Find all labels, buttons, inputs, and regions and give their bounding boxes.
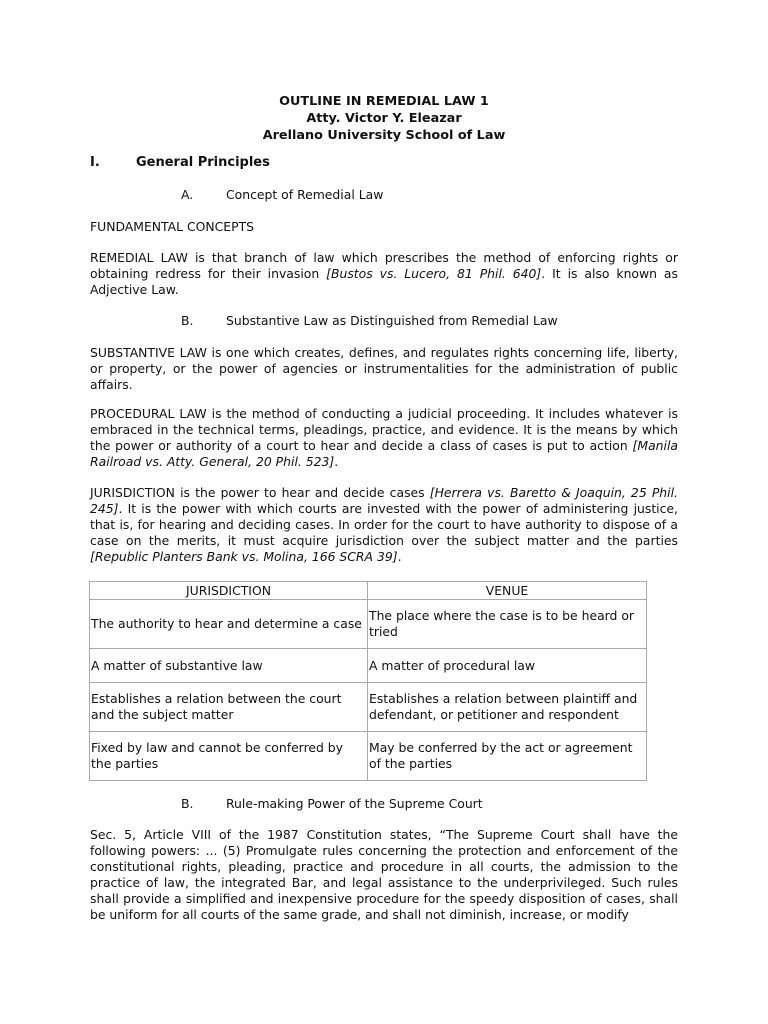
subheading-substantive-vs-remedial — [181, 313, 558, 329]
document-school: Arellano University School of Law — [262, 128, 506, 143]
jurisdiction-venue-table — [89, 581, 647, 781]
subheading-letter: B. — [181, 313, 194, 328]
section-title: General Principles — [136, 155, 270, 170]
subheading-letter: B. — [181, 796, 194, 811]
procedural-text: PROCEDURAL LAW is the method of conducting a judicial proceeding. It includes whatever is embraced in the technical terms, pleadings, practice, and evidence. It is the means by which the power or authority of a court to hear and decide a class of cases is put to action — [90, 406, 678, 453]
remedial-tail: . It is also known as Adjective Law. — [90, 266, 678, 297]
table-row — [90, 649, 647, 683]
subheading-title: Rule-making Power of the Supreme Court — [226, 796, 483, 811]
document-title-block — [0, 93, 768, 144]
citation: [Republic Planters Bank vs. Molina, 166 SCRA 39] — [90, 549, 398, 564]
procedural-tail: . — [334, 454, 339, 469]
table-cell: The authority to hear and determine a case — [90, 600, 368, 649]
table-cell: Fixed by law and cannot be conferred by the parties — [90, 732, 368, 781]
table-cell: A matter of substantive law — [90, 649, 368, 683]
paragraph-procedural-law — [90, 406, 678, 470]
jurisdiction-text: . It is the power with which courts are invested with the power of administering justice, that is, for hearing and deciding cases. In order for the court to have authority to dispose of a case on the merits, it must acquire jurisdiction over the subject matter and the parties — [90, 501, 678, 548]
table-header-cell: VENUE — [368, 582, 647, 600]
remedial-text: REMEDIAL LAW is that branch of law which prescribes the method of enforcing rights or obtaining redress for their invasion — [90, 250, 678, 281]
subheading-rule-making — [181, 796, 483, 812]
table-cell: Establishes a relation between plaintiff and defendant, or petitioner and respondent — [368, 683, 647, 732]
subheading-title: Concept of Remedial Law — [226, 187, 384, 202]
document-title: OUTLINE IN REMEDIAL LAW 1 — [279, 94, 489, 109]
table-header-row — [90, 582, 647, 600]
table-row — [90, 732, 647, 781]
table-cell: The place where the case is to be heard or tried — [368, 600, 647, 649]
section-number: I. — [90, 155, 100, 170]
section-heading-general-principles — [90, 155, 270, 171]
paragraph-substantive-law — [90, 345, 678, 393]
jurisdiction-text: JURISDICTION is the power to hear and decide cases — [90, 485, 430, 500]
sec5-text: Sec. 5, Article VIII of the 1987 Constitution states, “The Supreme Court shall have the following powers: ... (5) Promulgate rules concerning the protection and enforcement of the constitutional rights, pleading, practice and procedure in all courts, the admission to the practice of law, the integrated Bar, and legal assistance to the underprivileged. Such rules shall provide a simplified and inexpensive procedure for the speedy disposition of cases, shall be uniform for all courts of the same grade, and shall not diminish, increase, or modify — [90, 827, 678, 922]
table-row — [90, 600, 647, 649]
fundamental-concepts-label: FUNDAMENTAL CONCEPTS — [90, 219, 255, 234]
table-cell: A matter of procedural law — [368, 649, 647, 683]
subheading-title: Substantive Law as Distinguished from Remedial Law — [226, 313, 558, 328]
paragraph-sec5 — [90, 827, 678, 923]
citation: [Manila Railroad vs. Atty. General, 20 Phil. 523] — [90, 438, 678, 469]
citation: [Herrera vs. Baretto & Joaquin, 25 Phil. 245] — [90, 485, 678, 516]
substantive-text: SUBSTANTIVE LAW is one which creates, defines, and regulates rights concerning life, liberty, or property, or the power of agencies or instrumentalities for the administration of public affairs. — [90, 345, 678, 392]
paragraph-jurisdiction — [90, 485, 678, 565]
paragraph-remedial-law — [90, 250, 678, 298]
table-cell: May be conferred by the act or agreement of the parties — [368, 732, 647, 781]
table-cell: Establishes a relation between the court and the subject matter — [90, 683, 368, 732]
citation: [Bustos vs. Lucero, 81 Phil. 640] — [326, 266, 542, 281]
subheading-concept — [181, 187, 383, 203]
table-header-cell: JURISDICTION — [90, 582, 368, 600]
table-row — [90, 683, 647, 732]
jurisdiction-tail: . — [397, 549, 402, 564]
document-author: Atty. Victor Y. Eleazar — [306, 111, 462, 126]
subheading-letter: A. — [181, 187, 194, 202]
